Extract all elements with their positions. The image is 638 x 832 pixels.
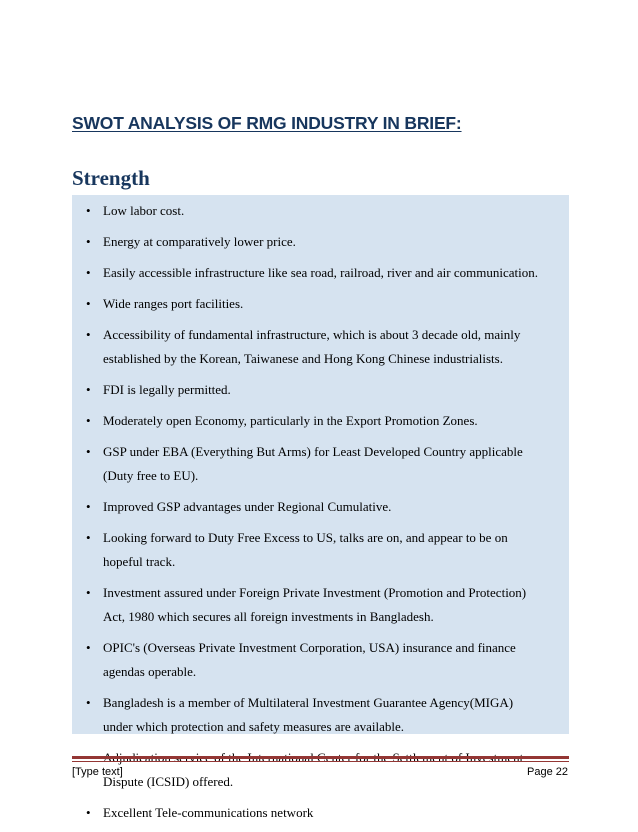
section-title-strength: Strength: [72, 166, 150, 190]
bullet-icon: •: [86, 530, 91, 545]
bullet-icon: •: [86, 296, 91, 311]
list-item-text: Low labor cost.: [103, 203, 185, 218]
bullet-icon: •: [86, 382, 91, 397]
list-item: [72, 636, 569, 684]
list-item: [72, 526, 569, 574]
bullet-icon: •: [86, 585, 91, 600]
list-item: [72, 323, 569, 371]
list-item-text: Accessibility of fundamental infrastructure, which is about 3 decade old, mainly: [103, 327, 521, 342]
list-item: [72, 292, 569, 316]
list-item: [72, 440, 569, 488]
list-item-text: FDI is legally permitted.: [103, 382, 231, 397]
list-item: [72, 495, 569, 519]
list-item-text: Act, 1980 which secures all foreign investments in Bangladesh.: [103, 609, 434, 624]
bullet-icon: •: [86, 265, 91, 280]
bullet-icon: •: [86, 413, 91, 428]
bullet-icon: •: [86, 203, 91, 218]
strength-bullet-list: [72, 199, 569, 832]
list-item-text: established by the Korean, Taiwanese and Hong Kong Chinese industrialists.: [103, 351, 503, 366]
list-item-text: Easily accessible infrastructure like sea road, railroad, river and air communication.: [103, 265, 538, 280]
list-item-text: Bangladesh is a member of Multilateral Investment Guarantee Agency(MIGA): [103, 695, 514, 710]
footer-left-text: [Type text]: [72, 766, 123, 778]
list-item: [72, 378, 569, 402]
list-item-text: hopeful track.: [103, 554, 176, 569]
list-item-text: agendas operable.: [103, 664, 197, 679]
list-item-text: under which protection and safety measures are available.: [103, 719, 405, 734]
list-item-text: Moderately open Economy, particularly in the Export Promotion Zones.: [103, 413, 478, 428]
list-item: [72, 230, 569, 254]
list-item-text: Dispute (ICSID) offered.: [103, 774, 234, 789]
bullet-icon: •: [86, 327, 91, 342]
bullet-icon: •: [86, 499, 91, 514]
list-item: [72, 261, 569, 285]
list-item-text: Improved GSP advantages under Regional Cumulative.: [103, 499, 392, 514]
list-item-text: Energy at comparatively lower price.: [103, 234, 296, 249]
bullet-icon: •: [86, 695, 91, 710]
list-item-text: Investment assured under Foreign Private Investment (Promotion and Protection): [103, 585, 527, 600]
footer-page-number: Page 22: [527, 766, 568, 778]
bullet-icon: •: [86, 444, 91, 459]
bullet-icon: •: [86, 640, 91, 655]
list-item-text: Excellent Tele-communications network: [103, 805, 314, 820]
list-item-text: Looking forward to Duty Free Excess to US, talks are on, and appear to be on: [103, 530, 508, 545]
list-item: [72, 581, 569, 629]
footer-rule-thick: [72, 756, 569, 759]
bullet-icon: •: [86, 805, 91, 820]
document-heading: SWOT ANALYSIS OF RMG INDUSTRY IN BRIEF:: [72, 113, 462, 133]
footer-rule-thin: [72, 761, 569, 762]
list-item: [72, 409, 569, 433]
list-item: [72, 199, 569, 223]
list-item-text: OPIC's (Overseas Private Investment Corporation, USA) insurance and finance: [103, 640, 516, 655]
list-item: [72, 746, 569, 794]
bullet-icon: •: [86, 234, 91, 249]
list-item: [72, 691, 569, 739]
list-item-text: Wide ranges port facilities.: [103, 296, 244, 311]
list-item: [72, 801, 569, 825]
list-item-text: (Duty free to EU).: [103, 468, 199, 483]
list-item-text: GSP under EBA (Everything But Arms) for Least Developed Country applicable: [103, 444, 523, 459]
